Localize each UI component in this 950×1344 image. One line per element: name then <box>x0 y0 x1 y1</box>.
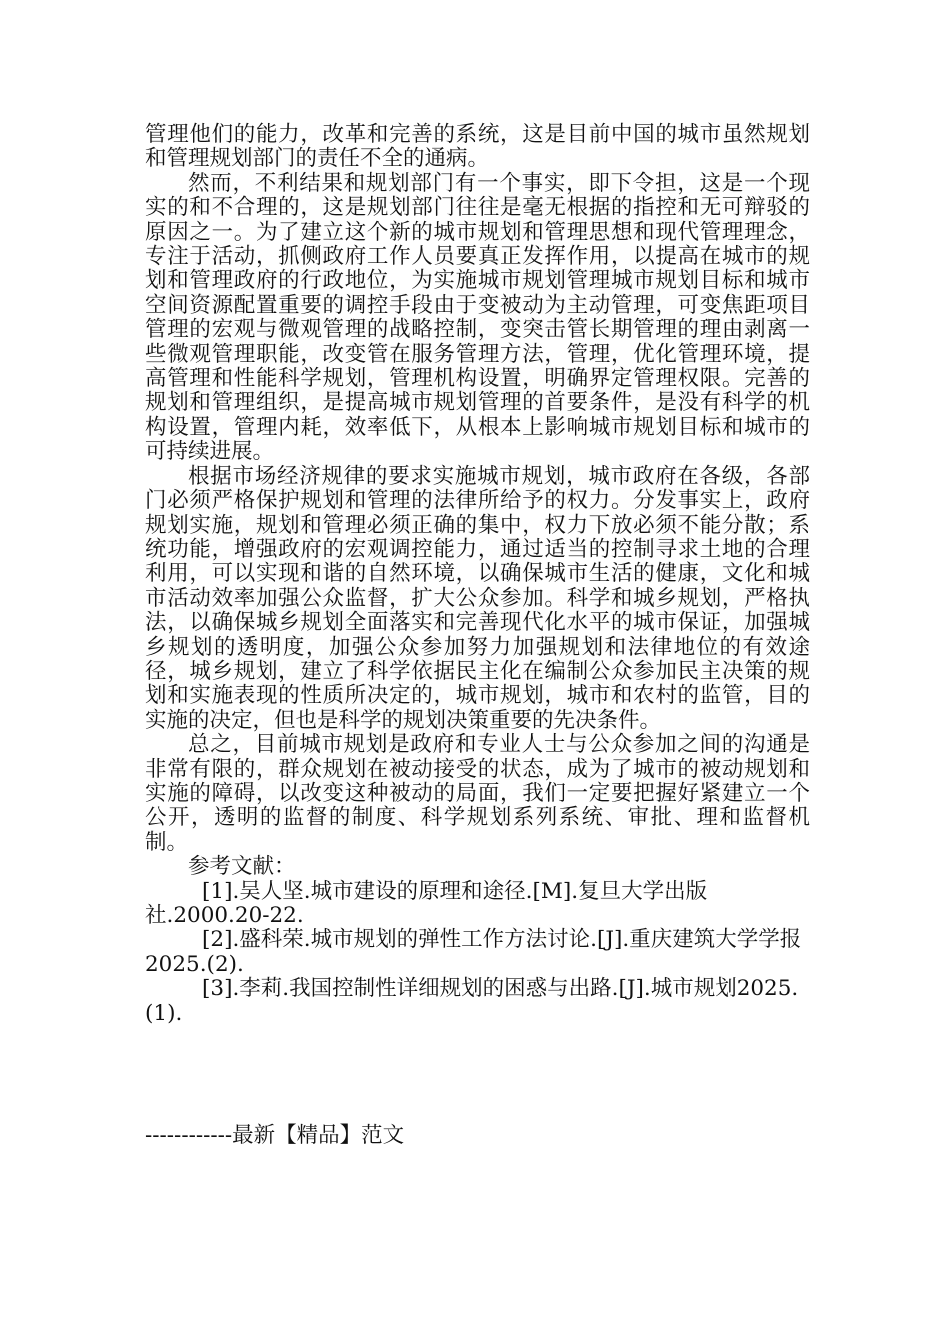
document-body <box>145 123 810 1026</box>
paragraph-3: 根据市场经济规律的要求实施城市规划，城市政府在各级，各部门必须严格保护规划和管理的法律所给予的权力。分发事实上，政府规划实施，规划和管理必须正确的集中，权力下放必须不能分散；系统功能，增强政府的宏观调控能力，通过适当的控制寻求土地的合理利用，可以实现和谐的自然环境，以确保城市生活的健康，文化和城市活动效率加强公众监督，扩大公众参加。科学和城乡规划，严格执法，以确保城乡规划全面落实和完善现代化水平的城市保证，加强城乡规划的透明度，加强公众参加努力加强规划和法律地位的有效途径，城乡规划，建立了科学依据民主化在编制公众参加民主决策的规划和实施表现的性质所决定的，城市规划，城市和农村的监管，目的实施的决定，但也是科学的规划决策重要的先决条件。 <box>145 463 810 733</box>
reference-item-2: [2].盛科荣.城市规划的弹性工作方法讨论.[J].重庆建筑大学学报2025.(2). <box>145 927 802 977</box>
paragraph-1: 管理他们的能力，改革和完善的系统，这是目前中国的城市虽然规划和管理规划部门的责任不全的通病。 <box>145 122 810 172</box>
reference-item-1: [1].吴人坚.城市建设的原理和途径.[M].复旦大学出版社.2000.20-22. <box>145 878 708 928</box>
paragraph-2: 然而，不利结果和规划部门有一个事实，即下令担，这是一个现实的和不合理的，这是规划部门往往是毫无根据的指控和无可辩驳的原因之一。为了建立这个新的城市规划和管理思想和现代管理理念，专注于活动，抓侧政府工作人员要真正发挥作用，以提高在城市的规划和管理政府的行政地位，为实施城市规划管理城市规划目标和城市空间资源配置重要的调控手段由于变被动为主动管理，可变焦距项目管理的宏观与微观管理的战略控制，变突击管长期管理的理由剥离一些微观管理职能，改变管在服务管理方法，管理，优化管理环境，提高管理和性能科学规划，管理机构设置，明确界定管理权限。完善的规划和管理组织，是提高城市规划管理的首要条件，是没有科学的机构设置，管理内耗，效率低下，从根本上影响城市规划目标和城市的可持续进展。 <box>145 170 810 465</box>
paragraph-4: 总之，目前城市规划是政府和专业人士与公众参加之间的沟通是非常有限的，群众规划在被动接受的状态，成为了城市的被动规划和实施的障碍，以改变这种被动的局面，我们一定要把握好紧建立一个公开，透明的监督的制度、科学规划系列系统、审批、理和监督机制。 <box>145 732 810 855</box>
references-heading: 参考文献： <box>188 854 296 880</box>
footer-label: ------------最新【精品】范文 <box>145 1123 405 1148</box>
reference-item-3: [3].李莉.我国控制性详细规划的困惑与出路.[J].城市规划2025.(1). <box>145 976 799 1026</box>
